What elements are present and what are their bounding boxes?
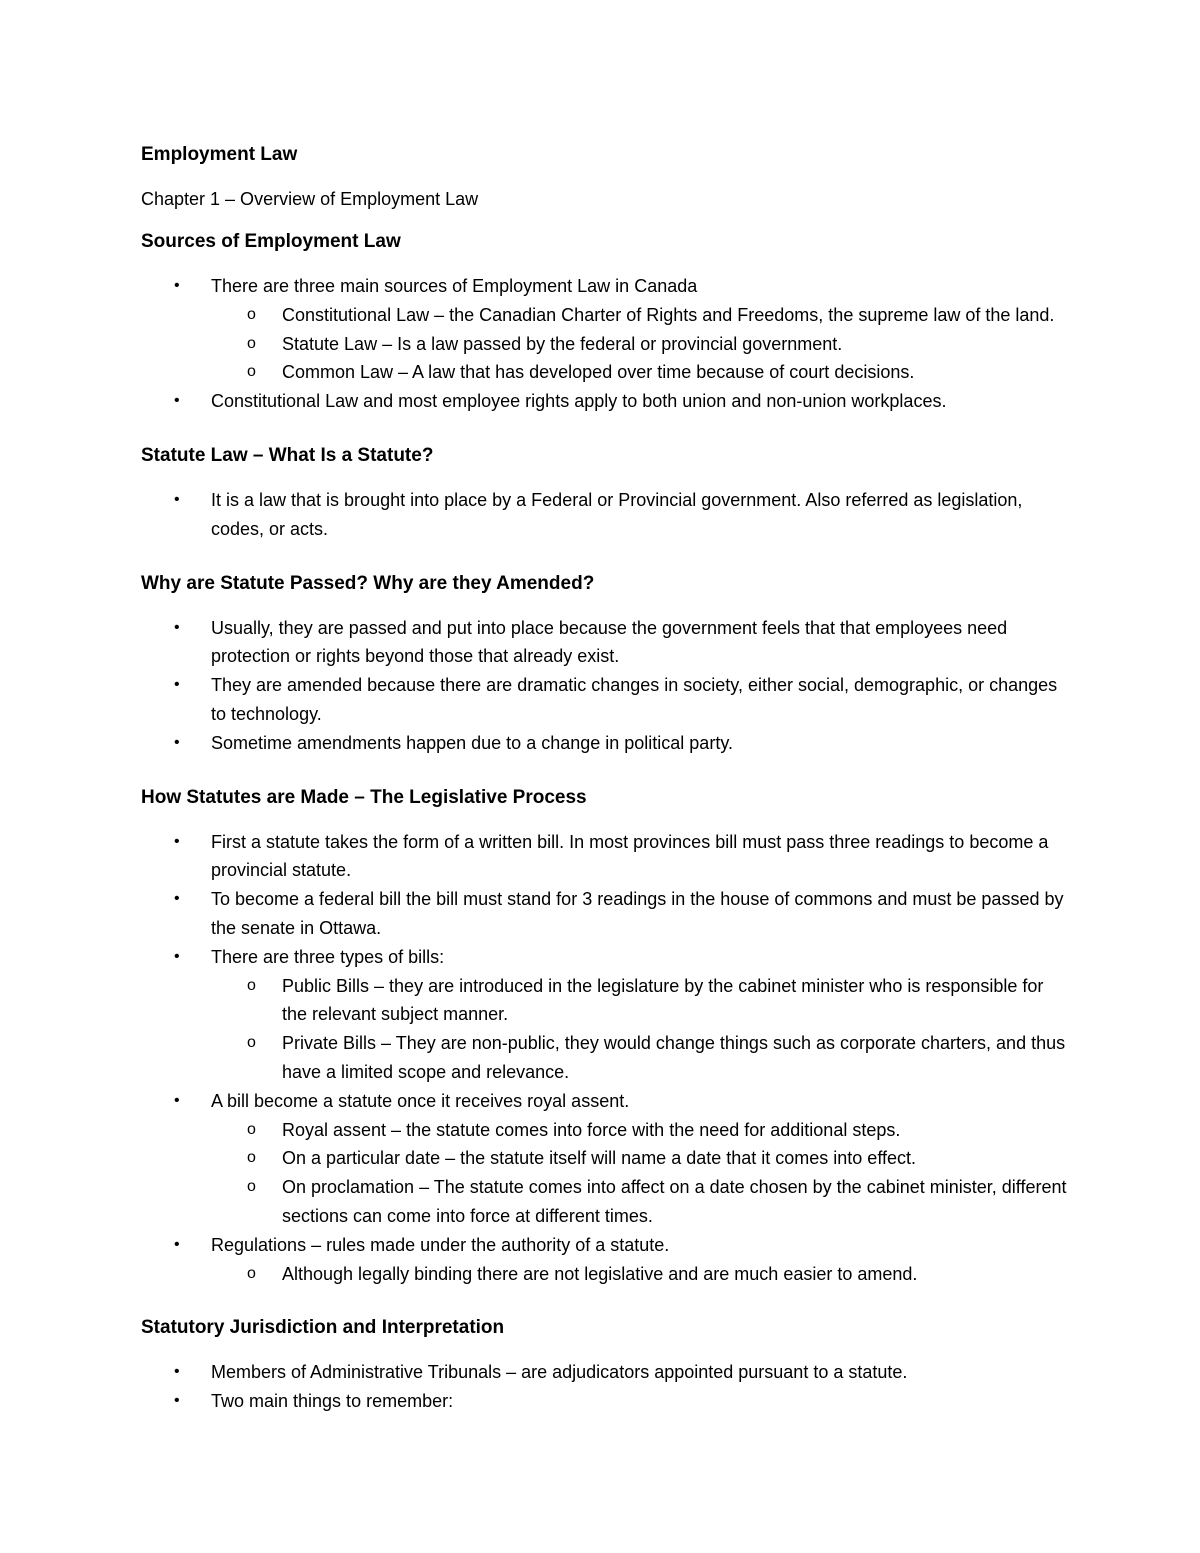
hollow-bullet-icon: o	[247, 1120, 256, 1138]
section-spacer	[141, 1288, 1071, 1300]
list-item	[141, 943, 1071, 1087]
list-item	[141, 729, 1071, 758]
hollow-bullet-icon: o	[247, 334, 256, 352]
hollow-bullet-icon: o	[247, 363, 256, 381]
sub-list-item	[211, 1173, 1071, 1231]
sub-list-item-text: Common Law – A law that has developed over time because of court decisions.	[282, 362, 915, 383]
list-item-text: To become a federal bill the bill must stand for 3 readings in the house of commons and must be passed by the senate in Ottawa.	[211, 889, 1064, 938]
sub-list-item	[211, 972, 1071, 1030]
list-item	[141, 486, 1071, 544]
list-item	[141, 885, 1071, 943]
bullet-list	[141, 486, 1071, 544]
sub-list-item	[211, 1116, 1071, 1145]
sub-list	[211, 1116, 1071, 1231]
sub-list-item	[211, 301, 1071, 330]
sub-list-item-text: On proclamation – The statute comes into affect on a date chosen by the cabinet minister, different sections can come into force at different times.	[282, 1177, 1067, 1226]
list-item	[141, 1387, 1071, 1416]
sub-list-item	[211, 1144, 1071, 1173]
sub-list-item	[211, 1260, 1071, 1289]
list-item-text: Sometime amendments happen due to a change in political party.	[211, 732, 733, 753]
bullet-list	[141, 1358, 1071, 1416]
document-body	[141, 227, 1071, 1416]
sub-list-item-text: Public Bills – they are introduced in the legislature by the cabinet minister who is responsible for the relevant subject manner.	[282, 975, 1044, 1025]
sub-list-item-text: On a particular date – the statute itself will name a date that it comes into effect.	[282, 1148, 917, 1169]
section-heading: How Statutes are Made – The Legislative Process	[141, 786, 587, 808]
bullet-list	[141, 272, 1071, 416]
sub-list-item-text: Royal assent – the statute comes into force with the need for additional steps.	[282, 1119, 901, 1140]
list-item	[141, 1231, 1071, 1289]
section-heading: Why are Statute Passed? Why are they Amended?	[141, 572, 595, 594]
sub-list-item	[211, 1029, 1071, 1087]
bullet-icon: •	[174, 277, 180, 294]
sub-list-item	[211, 358, 1071, 387]
list-item-text: Regulations – rules made under the authority of a statute.	[211, 1234, 670, 1255]
bullet-icon: •	[174, 832, 180, 850]
sub-list	[211, 1260, 1071, 1289]
list-item-text: First a statute takes the form of a written bill. In most provinces bill must pass three readings to become a provincial statute.	[211, 831, 1049, 881]
bullet-icon: •	[174, 1235, 180, 1253]
list-item	[141, 828, 1071, 886]
list-item	[141, 1358, 1071, 1387]
hollow-bullet-icon: o	[247, 1149, 256, 1167]
document-page	[141, 140, 1071, 1416]
document-title: Employment Law	[141, 144, 298, 165]
sub-list-item-text: Private Bills – They are non-public, they would change things such as corporate charters, and thus have a limited scope and relevance.	[282, 1033, 1066, 1082]
bullet-icon: •	[174, 618, 180, 636]
bullet-icon: •	[174, 890, 180, 908]
bullet-icon: •	[174, 1091, 180, 1109]
section-spacer	[141, 544, 1071, 556]
list-item	[141, 671, 1071, 729]
list-item-text: There are three types of bills:	[211, 946, 445, 967]
bullet-list	[141, 614, 1071, 758]
section-heading: Statute Law – What Is a Statute?	[141, 444, 434, 466]
list-item-text: It is a law that is brought into place by a Federal or Provincial government. Also referred as legislation, codes, or acts.	[211, 489, 1023, 539]
hollow-bullet-icon: o	[247, 1178, 256, 1196]
bullet-icon: •	[174, 1363, 180, 1381]
list-item-text: Members of Administrative Tribunals – are adjudicators appointed pursuant to a statute.	[211, 1362, 908, 1383]
list-item	[141, 1087, 1071, 1231]
sub-list-item	[211, 330, 1071, 359]
sub-list-item-text: Although legally binding there are not legislative and are much easier to amend.	[282, 1263, 918, 1284]
list-item-text: Two main things to remember:	[211, 1391, 454, 1412]
sub-list	[211, 301, 1071, 387]
list-item	[141, 614, 1071, 672]
hollow-bullet-icon: o	[247, 1264, 256, 1282]
list-item-text: They are amended because there are dramatic changes in society, either social, demographic, or changes to technology.	[211, 675, 1058, 724]
sub-list-item-text: Statute Law – Is a law passed by the federal or provincial government.	[282, 333, 843, 354]
bullet-list	[141, 828, 1071, 1289]
section-spacer	[141, 758, 1071, 770]
section-spacer	[141, 416, 1071, 428]
sub-list	[211, 972, 1071, 1087]
hollow-bullet-icon: o	[247, 976, 256, 994]
list-item	[141, 272, 1071, 387]
bullet-icon: •	[174, 392, 180, 410]
hollow-bullet-icon: o	[247, 305, 256, 323]
list-item	[141, 387, 1071, 416]
section-heading: Sources of Employment Law	[141, 231, 401, 252]
bullet-icon: •	[174, 1392, 180, 1410]
list-item-text: A bill become a statute once it receives royal assent.	[211, 1090, 630, 1111]
chapter-heading: Chapter 1 – Overview of Employment Law	[141, 189, 479, 209]
bullet-icon: •	[174, 733, 180, 751]
list-item-text: Constitutional Law and most employee rights apply to both union and non-union workplaces.	[211, 391, 947, 412]
list-item-text: Usually, they are passed and put into place because the government feels that that employees need protection or rights beyond those that already exist.	[211, 617, 1008, 667]
hollow-bullet-icon: o	[247, 1034, 256, 1052]
section-heading: Statutory Jurisdiction and Interpretation	[141, 1317, 505, 1339]
sub-list-item-text: Constitutional Law – the Canadian Charter of Rights and Freedoms, the supreme law of the land.	[282, 304, 1055, 325]
bullet-icon: •	[174, 490, 180, 508]
list-item-text: There are three main sources of Employment Law in Canada	[211, 276, 698, 296]
bullet-icon: •	[174, 947, 180, 965]
bullet-icon: •	[174, 676, 180, 694]
